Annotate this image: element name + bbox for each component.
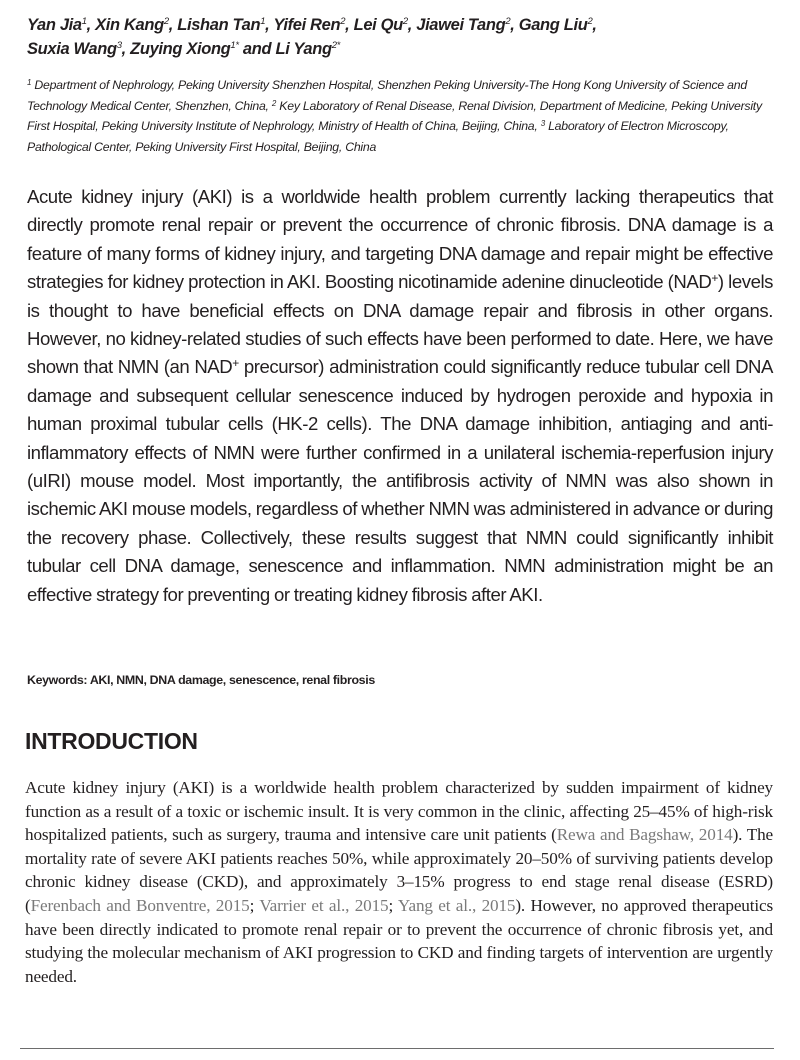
body-text: ). The mortality rate of severe AKI patients reaches 50%, while approximately 20–50% of surviving patients develop chronic kidney disease (CKD), and approximately 3–15% progress to end stage renal disease (ESRD) ( xyxy=(25,825,774,915)
author: Jiawei Tang$^2$, xyxy=(416,16,519,34)
affiliation-text: Department of Nephrology, Peking University Shenzhen Hospital, Shenzhen Peking University-The Hong Kong University of Science and Technology Medical Center, Shenzhen, China, xyxy=(27,78,747,113)
affiliation-text: Key Laboratory of Renal Disease, Renal Division, Department of Medicine, Peking University First Hospital, Peking University Institute of Nephrology, Ministry of Health of China, Beijing, China, xyxy=(27,98,762,133)
affiliation-text: Laboratory of Electron Microscopy, Pathological Center, Peking University First Hospital, Beijing, China xyxy=(27,119,729,154)
affiliation-number: 1 xyxy=(27,78,32,87)
affiliation-marker: 2* xyxy=(331,40,340,51)
keywords: Keywords: AKI, NMN, DNA damage, senescence, renal fibrosis xyxy=(27,673,375,687)
author: Gang Liu$^2$, xyxy=(518,16,597,34)
affiliations xyxy=(27,75,777,157)
footer-divider xyxy=(20,1048,774,1049)
author: Yan Jia$^1$, xyxy=(27,16,96,34)
affiliation-marker: 2 xyxy=(340,16,346,27)
body-text: ; xyxy=(388,895,398,915)
abstract-text: Acute kidney injury (AKI) is a worldwide health problem currently lacking therapeutics that directly promote renal repair or prevent the occurrence of chronic fibrosis. DNA damage is a feature of many forms of kidney injury, and targeting DNA damage and repair might be effective strategies for kidney protection in AKI. Boosting nicotinamide adenine dinucleotide (NAD xyxy=(27,186,773,293)
citation-link[interactable]: Ferenbach and Bonventre, 2015 xyxy=(30,895,250,915)
affiliation-number: 3 xyxy=(540,119,545,128)
affiliation-marker: 2 xyxy=(505,16,511,27)
affiliation-marker: 2 xyxy=(402,16,408,27)
introduction-paragraph xyxy=(25,776,773,988)
citation-link[interactable]: Varrier et al., 2015 xyxy=(259,895,389,915)
abstract-text: precursor) administration could significantly reduce tubular cell DNA damage and subsequent cellular senescence induced by hydrogen peroxide and hypoxia in human proximal tubular cells (HK-2 cells). The DNA damage inhibition, antiaging and anti-inflammatory effects of NMN were further confirmed in a unilateral ischemia-reperfusion injury (uIRI) mouse model. Most importantly, the antifibrosis activity of NMN was also shown in ischemic AKI mouse models, regardless of whether NMN was administered in advance or during the recovery phase. Collectively, these results suggest that NMN could significantly inhibit tubular cell DNA damage, senescence and inflammation. NMN administration might be an effective strategy for preventing or treating kidney fibrosis after AKI. xyxy=(27,356,773,605)
author: Suxia Wang$^3$, xyxy=(27,40,131,58)
abstract-text: ) levels is thought to have beneficial effects on DNA damage repair and fibrosis in other organs. However, no kidney-related studies of such effects have been performed to date. Here, we have shown that NMN (an NAD xyxy=(27,271,774,378)
affiliation-number: 2 xyxy=(271,98,277,108)
author: Lei Qu$^2$, xyxy=(353,16,417,34)
affiliation-marker: 2 xyxy=(163,16,169,27)
author: Xin Kang$^2$, xyxy=(95,16,178,34)
section-heading-introduction: INTRODUCTION xyxy=(25,728,198,754)
superscript-plus: + xyxy=(232,356,239,371)
citation-link[interactable]: Rewa and Bagshaw, 2014 xyxy=(556,825,733,845)
author: Zuying Xiong$^{1*}$ and xyxy=(130,40,276,58)
superscript-plus: + xyxy=(711,271,718,286)
affiliation-marker: 1 xyxy=(260,16,266,27)
author-list xyxy=(27,13,787,61)
author: Yifei Ren$^2$, xyxy=(273,16,354,34)
body-text: ; xyxy=(249,895,260,915)
author: Li Yang$^{2*}$ xyxy=(275,40,340,58)
affiliation-marker: 1 xyxy=(81,16,87,27)
body-text: Acute kidney injury (AKI) is a worldwide health problem characterized by sudden impairment of kidney function as a result of a toxic or ischemic insult. It is very common in the clinic, affecting 25–45% of high-risk hospitalized patients, such as surgery, trauma and intensive care unit patients ( xyxy=(25,778,773,845)
affiliation-marker: 3 xyxy=(116,40,122,51)
affiliation-marker: 1* xyxy=(230,40,239,51)
affiliation-marker: 2 xyxy=(587,16,593,27)
body-text: ). However, no approved therapeutics have been directly indicated to promote renal repair or to prevent the occurrence of chronic fibrosis yet, and studying the molecular mechanism of AKI progression to CKD and finding targets of intervention are urgently needed. xyxy=(25,895,774,986)
author: Lishan Tan$^1$, xyxy=(177,16,274,34)
citation-link[interactable]: Yang et al., 2015 xyxy=(397,895,516,915)
abstract xyxy=(27,183,773,609)
